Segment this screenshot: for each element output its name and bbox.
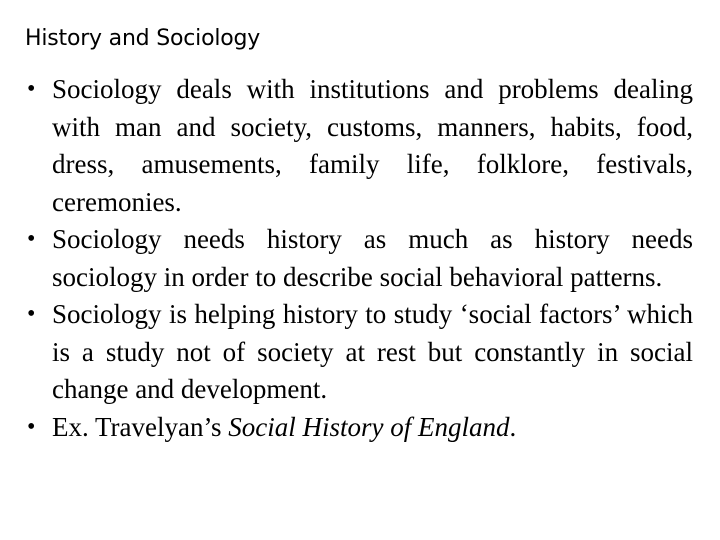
slide-title: History and Sociology <box>25 26 261 51</box>
bullet-item <box>25 221 693 296</box>
bullet-item <box>25 409 693 447</box>
bullet-item <box>25 71 693 221</box>
bullet-marker: • <box>27 301 36 327</box>
bullet-text-prefix: Ex. Travelyan’s <box>52 411 229 442</box>
bullet-marker: • <box>27 226 36 252</box>
bullet-text: Sociology needs history as much as history needs sociology in order to describe social behavioral patterns. <box>52 224 693 292</box>
bullet-marker: • <box>27 413 36 440</box>
bullet-list <box>25 71 693 446</box>
bullet-text: Sociology is helping history to study ‘social factors’ which is a study not of society at rest but constantly in social change and development. <box>52 299 693 404</box>
bullet-marker: • <box>27 76 36 102</box>
bullet-item <box>25 296 693 409</box>
bullet-text-suffix: . <box>509 411 517 442</box>
book-title: Social History of England <box>228 411 510 442</box>
bullet-text: Sociology deals with institutions and problems dealing with man and society, customs, manners, habits, food, dress, amusements, family life, folklore, festivals, ceremonies. <box>52 74 693 217</box>
